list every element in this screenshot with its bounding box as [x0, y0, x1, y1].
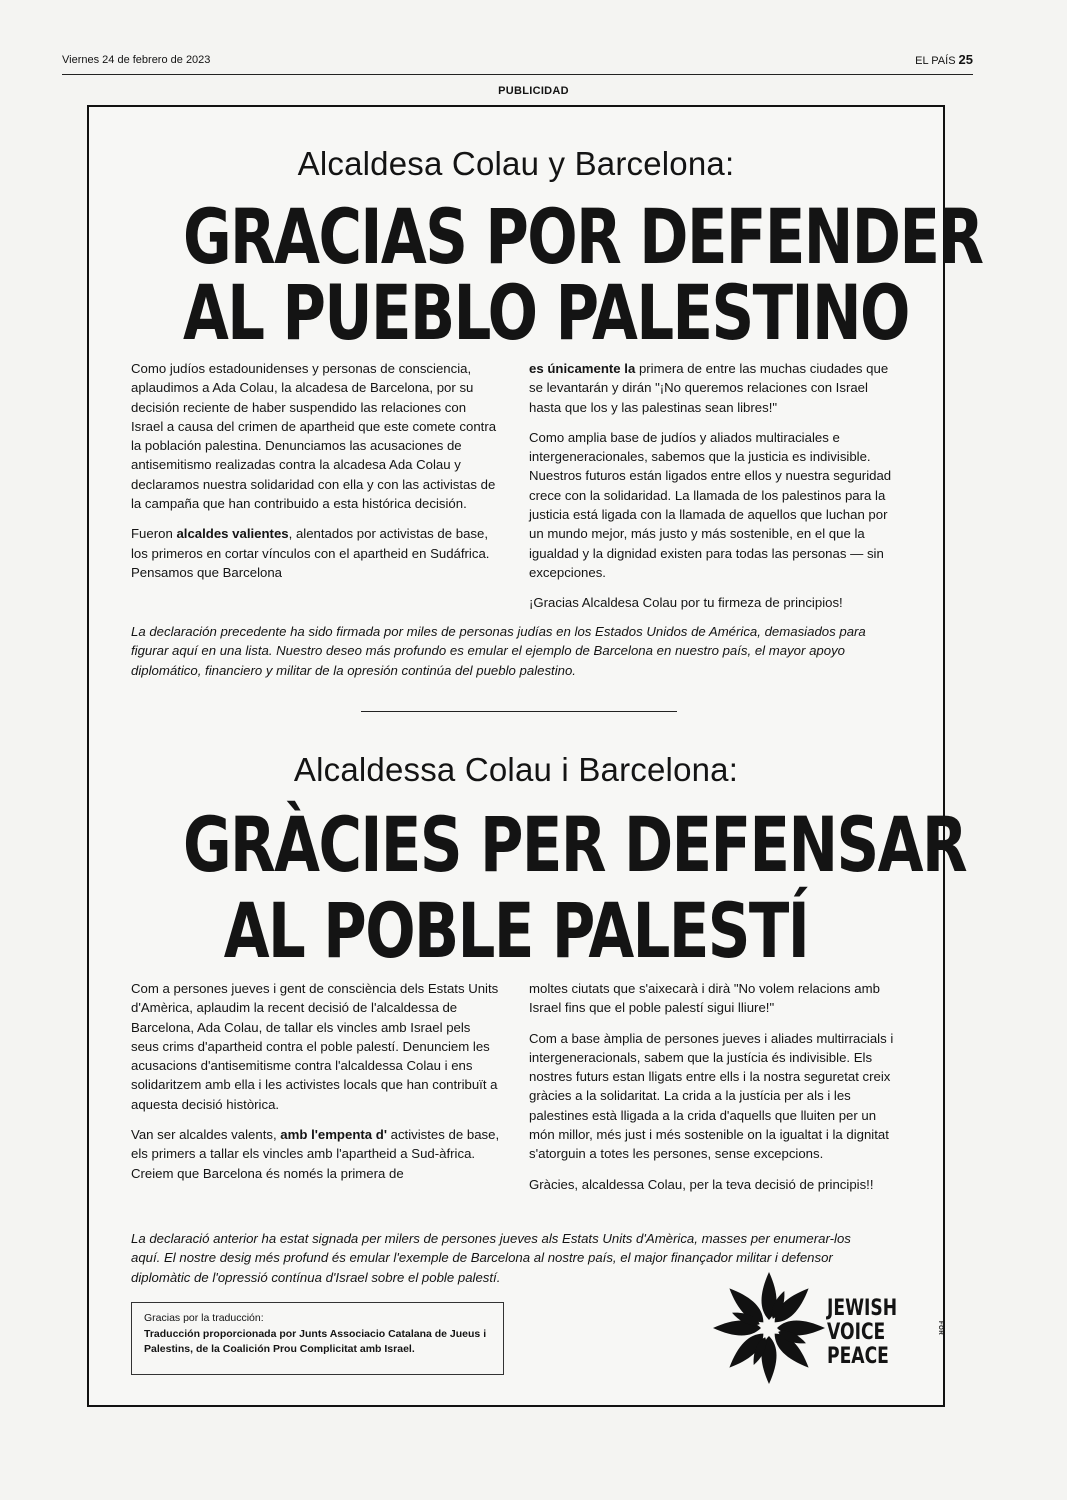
section-divider — [361, 711, 677, 712]
spanish-right-paragraph-2: Como amplia base de judíos y aliados multiraciales e intergeneracionales, sabemos que la justicia es indivisible. Nuestros futuros están ligados entre ellos y nuestra seguridad crece con la solidaridad. La llamada de los palestinos para la justicia está ligada con la llamada de aquellos que luchan por un mundo mejor, más justo y más sostenible, en el que la igualdad y la dignidad existen para todas las personas — sin excepciones. — [529, 429, 892, 580]
bold-text-run: alcaldes valientes — [176, 526, 289, 542]
spanish-right-paragraph-3: ¡Gracias Alcaldesa Colau por tu firmeza de principios! — [529, 595, 843, 611]
catalan-right-paragraph-1: moltes ciutats que s'aixecarà i dirà "No volem relacions amb Israel fins que el poble palestí sigui lliure!" — [529, 981, 880, 1016]
bold-text-run: es únicamente la — [529, 361, 636, 376]
translation-credit-box — [131, 1302, 504, 1375]
text-run: Van ser alcaldes valents, — [131, 1127, 281, 1143]
text-run: Fueron — [131, 526, 177, 542]
text-run: activistes de base, els primers a tallar els vincles amb l'apartheid a Sud-àfrica. Creiem que Barcelona és només la primera de — [131, 1127, 500, 1181]
text-run: , alentados por activistas de base, los primeros en cortar vínculos con el apartheid en Sudáfrica. Pensamos que Barcelona — [131, 526, 490, 580]
catalan-left-column — [131, 979, 501, 1194]
spanish-headline-line2: AL PUEBLO PALESTINO — [182, 268, 909, 357]
masthead-paper — [915, 52, 973, 67]
credit-body: Traducción proporcionada por Junts Associacio Catalana de Jueus i Palestins, de la Coalición Prou Complicitat amb Israel. — [144, 1328, 487, 1355]
section-label: PUBLICIDAD — [498, 85, 569, 97]
page-number: 25 — [958, 52, 973, 67]
logo-word-jewish: JEWISH — [827, 1296, 898, 1321]
paper-name: EL PAÍS — [915, 55, 956, 67]
spanish-right-paragraph-1 — [529, 359, 901, 417]
spanish-left-paragraph-2 — [131, 524, 501, 582]
logo-word-voice: VOICE — [827, 1320, 886, 1345]
text-run: primera de entre las muchas ciudades que se levantarán y dirán "¡No queremos relaciones con Israel hasta que los y las palestinas sean libres!" — [529, 361, 889, 415]
catalan-left-paragraph-2 — [131, 1125, 501, 1183]
logo-word-peace: PEACE — [827, 1344, 889, 1369]
masthead-date: Viernes 24 de febrero de 2023 — [62, 54, 211, 66]
catalan-left-paragraph-1: Com a persones jueves i gent de consciència dels Estats Units d'Amèrica, aplaudim la recent decisió de l'alcaldessa de Barcelona, Ada Colau, de tallar els vincles amb Israel pels seus crims d'apartheid contra el poble palestí. Denunciem les acusacions d'antisemitisme contra l'alcaldessa Colau i ens solidaritzem amb ella i les activistes locals que han contribuït a aquesta decisió històrica. — [131, 981, 499, 1112]
logo-word-for: FOR — [937, 1321, 943, 1336]
credit-title: Gracias por la traducción: — [144, 1312, 264, 1324]
spanish-signature-note: La declaración precedente ha sido firmada por miles de personas judías en los Estados Unidos de América, demasiados para figurar aquí en una lista. Nuestro deseo más profundo es emular el ejemplo de Barcelona en nuestro país, el mayor apoyo diplomático, financiero y militar de la opresión continúa del pueblo palestino. — [131, 624, 866, 678]
catalan-right-paragraph-2: Com a base àmplia de persones jueves i aliades multirracials i intergeneracionals, sabem que la justícia és indivisible. Els nostres futurs estan lligats entre ells i la nostra seguretat creix gràcies a la solidaritat. La crida a la justícia per als i les palestines està lligada a la crida d'aquells que lluiten per un món millor, més just i més sostenible on la igualtat i la dignitat s'atorguin a totes les persones, sense excepcions. — [529, 1030, 894, 1162]
catalan-right-column — [529, 979, 901, 1205]
logo-wordmark — [827, 1297, 897, 1369]
spanish-subheadline: Alcaldesa Colau y Barcelona: — [297, 145, 735, 182]
spanish-headline-line1: GRACIAS POR DEFENDER — [182, 192, 983, 281]
catalan-right-paragraph-3: Gràcies, alcaldessa Colau, per la teva decisió de principis!! — [529, 1176, 874, 1192]
advertisement-box — [87, 105, 983, 1407]
catalan-signature-note: La declaració anterior ha estat signada per milers de persones jueves als Estats Units d'Amèrica, masses per enumerar-los aquí. El nostre desig més profund és emular l'exemple de Barcelona al nostre país, el major finançador militar i defensor diplomàtic de l'opressió contínua d'Israel sobre el poble palestí. — [131, 1231, 851, 1285]
bold-text-run: amb l'empenta d' — [280, 1127, 387, 1143]
spanish-left-column — [131, 359, 501, 593]
catalan-headline-line2: AL POBLE PALESTÍ — [223, 886, 809, 975]
spanish-right-column — [529, 359, 901, 624]
catalan-subheadline: Alcaldessa Colau i Barcelona: — [293, 751, 739, 788]
spanish-left-paragraph-1: Como judíos estadounidenses y personas de consciencia, aplaudimos a Ada Colau, la alcadesa de Barcelona, por su decisión reciente de haber suspendido las relaciones con Israel a causa del crimen de apartheid que este comete contra la población palestina. Denunciamos las acusaciones de antisemitismo realizadas contra la alcadesa Ada Colau y declaramos nuestra solidaridad con ella y con las activistas de la campaña que han contribuido a esta histórica decisión. — [131, 361, 497, 512]
masthead — [62, 52, 973, 75]
catalan-headline-line1: GRÀCIES PER DEFENSAR — [182, 800, 967, 889]
